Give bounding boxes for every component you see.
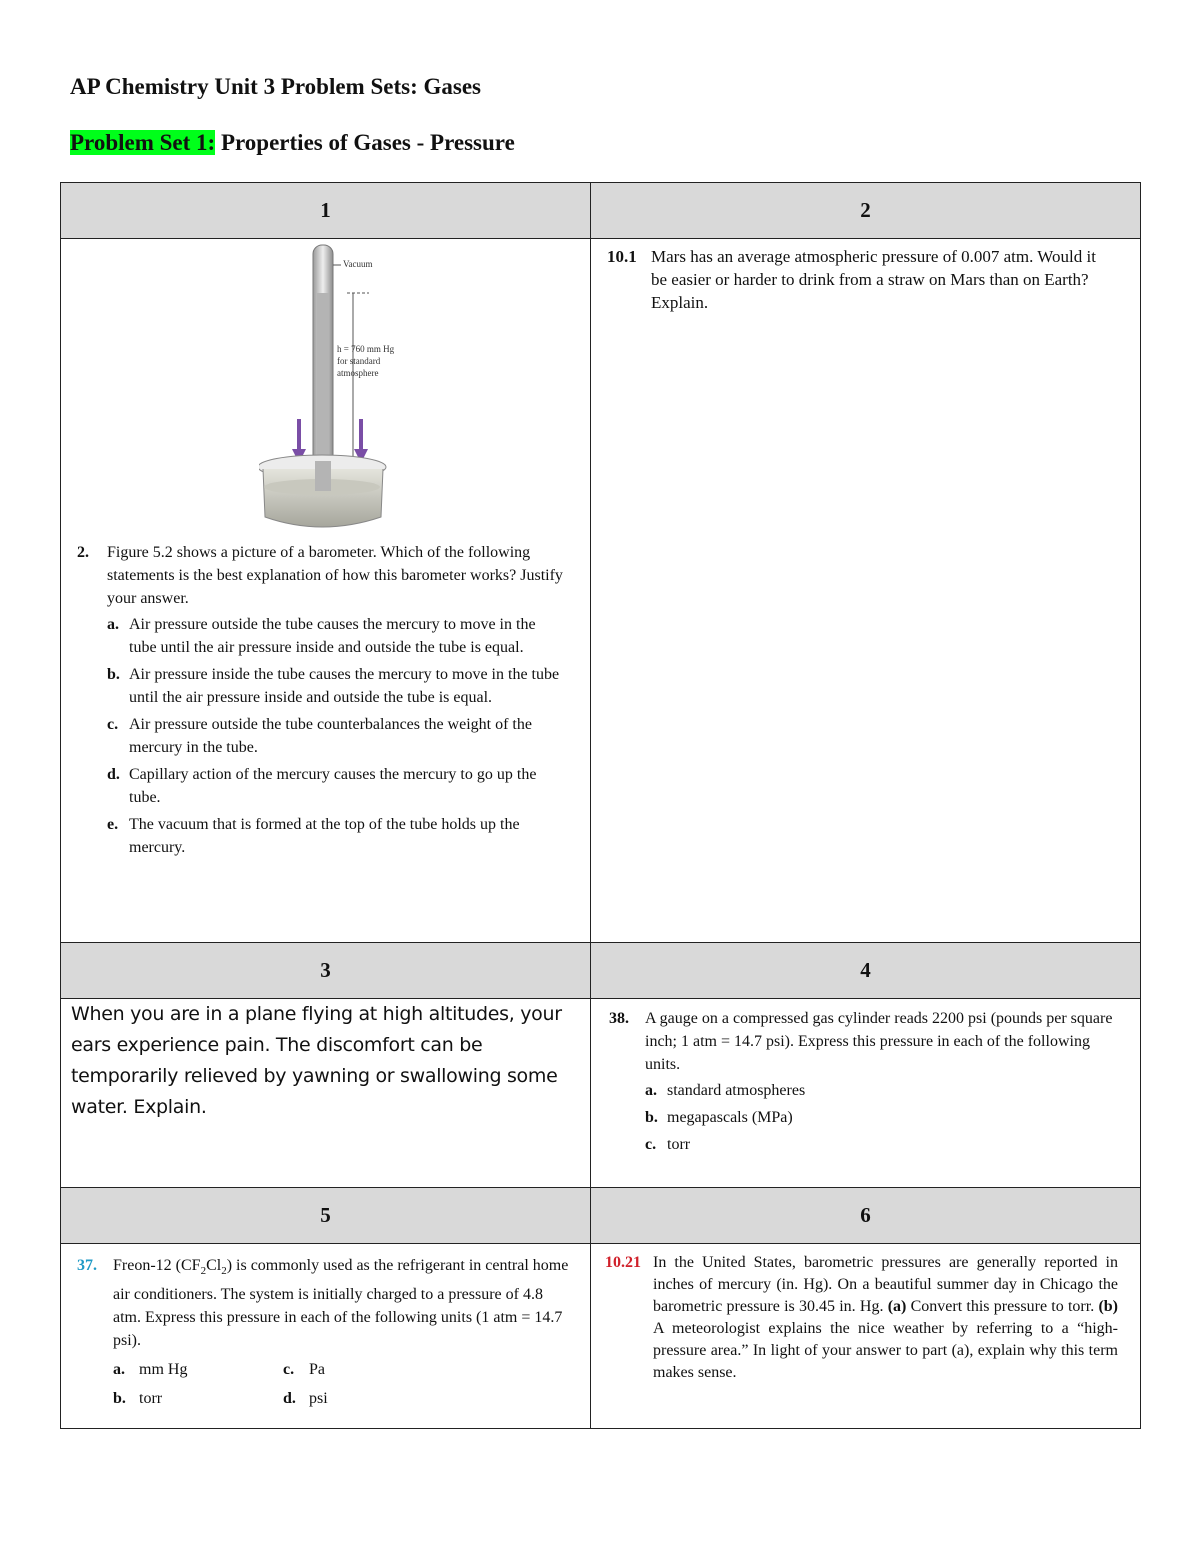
problem-cell-4: [591, 999, 1141, 1188]
cell-header-1: 1: [61, 183, 591, 239]
problem-set-topic: Properties of Gases - Pressure: [215, 130, 515, 155]
option-d: d. psi: [283, 1390, 328, 1408]
question-text: A gauge on a compressed gas cylinder reads 2200 psi (pounds per square inch; 1 atm = 14.7 psi). Express this pressure in each of the following units.: [645, 1010, 1113, 1073]
question-ear-pain: When you are in a plane flying at high altitudes, your ears experience pain. The discomfort can be temporarily relieved by yawning or swallowing some water. Explain.: [71, 1003, 562, 1118]
question-number: 10.21: [605, 1254, 641, 1271]
problem-row: [61, 239, 1141, 943]
option-d: d. Capillary action of the mercury causes the mercury to go up the tube.: [107, 766, 537, 806]
question-barometer: [77, 541, 566, 863]
problem-table: [60, 182, 1141, 1429]
option-a: a. Air pressure outside the tube causes the mercury to move in the tube until the air pressure inside and outside the tube is equal.: [107, 616, 536, 656]
option-b: b. torr: [113, 1390, 163, 1408]
option-c: c. torr: [645, 1136, 691, 1153]
question-number: 38.: [609, 1010, 629, 1027]
option-c: c. Air pressure outside the tube counterbalances the weight of the mercury in the tube.: [107, 716, 532, 756]
option-e: e. The vacuum that is formed at the top of the tube holds up the mercury.: [107, 816, 520, 856]
problem-cell-2: [591, 239, 1141, 943]
option-a: a. standard atmospheres: [645, 1082, 806, 1099]
question-number: 10.1: [607, 247, 637, 266]
option-b: b. megapascals (MPa): [645, 1109, 793, 1126]
problem-row: [61, 1244, 1141, 1429]
problem-set-label: Problem Set 1:: [70, 130, 216, 155]
question-text: Mars has an average atmospheric pressure of 0.007 atm. Would it be easier or harder to drink from a straw on Mars than on Earth? Explain.: [651, 247, 1096, 312]
cell-header-2: 2: [591, 183, 1141, 239]
option-b: b. Air pressure inside the tube causes the mercury to move in the tube until the air pressure inside and outside the tube is equal.: [107, 666, 560, 706]
question-number: 2.: [77, 544, 89, 561]
question-chicago: [605, 1252, 1118, 1384]
height-label-line-1: h = 760 mm Hg: [337, 344, 395, 354]
problem-cell-3: [61, 999, 591, 1188]
question-gauge: [609, 1007, 1120, 1160]
question-text: Figure 5.2 shows a picture of a barometer. Which of the following statements is the best explanation of how this barometer works? Justify your answer.: [107, 544, 563, 607]
problem-cell-6: [591, 1244, 1141, 1429]
cell-header-3: 3: [61, 943, 591, 999]
barometer-figure: [61, 239, 590, 541]
problem-cell-1: [61, 239, 591, 943]
header-row: [61, 943, 1141, 999]
header-row: [61, 1188, 1141, 1244]
cell-header-6: 6: [591, 1188, 1141, 1244]
question-number: 37.: [77, 1257, 97, 1274]
vacuum-label: Vacuum: [343, 259, 373, 269]
height-label: [337, 343, 394, 379]
problem-set-title: [70, 130, 515, 156]
problem-row: [61, 999, 1141, 1188]
question-mars: [607, 245, 1116, 314]
option-c: c. Pa: [283, 1361, 325, 1379]
height-label-line-3: atmosphere: [337, 368, 379, 378]
height-label-line-2: for standard: [337, 356, 381, 366]
option-a: a. mm Hg: [113, 1361, 188, 1379]
barometer-illustration: [259, 241, 439, 533]
cell-header-4: 4: [591, 943, 1141, 999]
cell-header-5: 5: [61, 1188, 591, 1244]
answer-options: [113, 1356, 572, 1414]
question-freon: [77, 1254, 572, 1414]
question-text: In the United States, barometric pressures are generally reported in inches of mercury (in. Hg). On a beautiful summer day in Chicago the barometric pressure is 30.45 in. Hg. (a) Convert this pressure to torr. (b) A meteorologist explains the nice weather by referring to a “high-pressure area.” In light of your answer to part (a), explain why this term makes sense.: [653, 1254, 1119, 1381]
document-title: AP Chemistry Unit 3 Problem Sets: Gases: [70, 74, 481, 99]
header-row: [61, 183, 1141, 239]
question-text: Freon-12 $(CF_2Cl_2)$ is commonly used as the refrigerant in central home air conditioners. The system is initially charged to a pressure of 4.8 atm. Express this pressure in each of the following units (1 atm = 14.7 psi).: [113, 1257, 569, 1350]
problem-cell-5: [61, 1244, 591, 1429]
